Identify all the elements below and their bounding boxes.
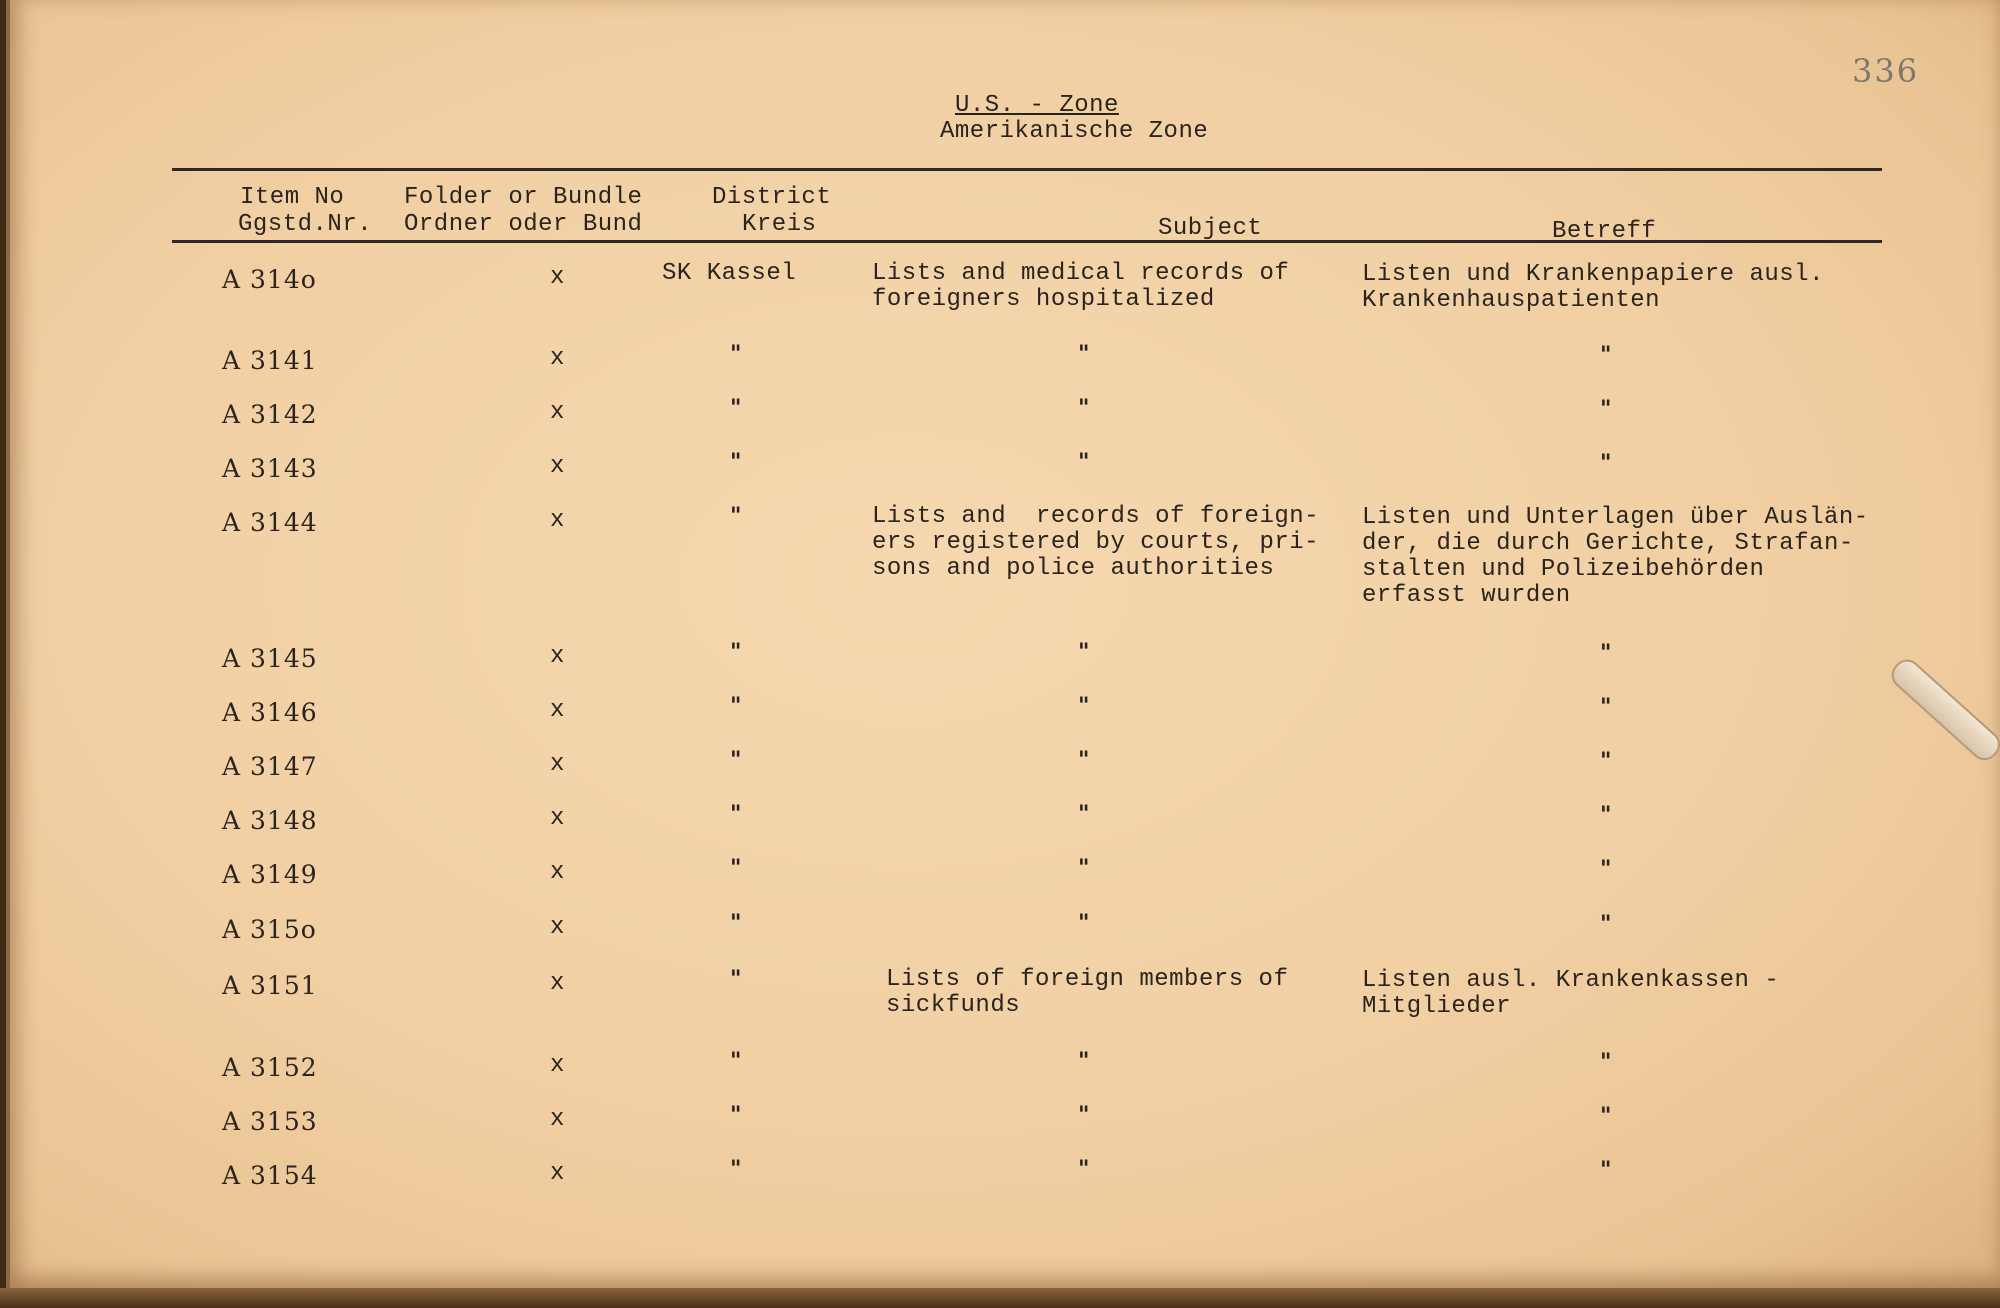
folder-mark: x xyxy=(550,697,565,724)
betreff-ditto: " xyxy=(1600,396,1612,422)
subject-line: Lists and records of foreign- xyxy=(872,503,1320,530)
folder-mark: x xyxy=(550,751,565,778)
header-subject: Subject xyxy=(1158,215,1263,242)
district: " xyxy=(730,395,742,421)
district: " xyxy=(730,341,742,367)
item-number: A 3151 xyxy=(222,971,318,1000)
subject-ditto: " xyxy=(1078,449,1090,475)
header-folder-en: Folder or Bundle xyxy=(404,184,643,211)
betreff-line: Listen ausl. Krankenkassen - xyxy=(1362,967,1780,994)
subject-ditto: " xyxy=(1078,639,1090,665)
betreff-ditto: " xyxy=(1600,748,1612,774)
betreff-line: Listen und Krankenpapiere ausl. xyxy=(1362,261,1824,288)
betreff-ditto: " xyxy=(1600,1103,1612,1129)
district: " xyxy=(730,801,742,827)
subject-line: Lists and medical records of xyxy=(872,260,1290,287)
district: " xyxy=(730,449,742,475)
subject-line: sickfunds xyxy=(886,992,1021,1019)
folder-mark: x xyxy=(550,453,565,480)
header-district-de: Kreis xyxy=(742,211,817,238)
betreff-line: der, die durch Gerichte, Strafan- xyxy=(1362,530,1854,557)
betreff-ditto: " xyxy=(1600,450,1612,476)
item-number: A 3142 xyxy=(222,400,318,429)
betreff-ditto: " xyxy=(1600,856,1612,882)
betreff-line: stalten und Polizeibehörden xyxy=(1362,556,1765,583)
betreff-ditto: " xyxy=(1600,1157,1612,1183)
subject-ditto: " xyxy=(1078,341,1090,367)
subject-ditto: " xyxy=(1078,395,1090,421)
item-number: A 3148 xyxy=(222,806,318,835)
subject-ditto: " xyxy=(1078,855,1090,881)
folder-mark: x xyxy=(550,1052,565,1079)
item-number: A 3144 xyxy=(222,508,318,537)
betreff-line: erfasst wurden xyxy=(1362,582,1571,609)
header-item-en: Item No xyxy=(240,184,345,211)
item-number: A 3153 xyxy=(222,1107,318,1136)
betreff-ditto: " xyxy=(1600,911,1612,937)
district: " xyxy=(730,693,742,719)
subject-ditto: " xyxy=(1078,1048,1090,1074)
header-rule xyxy=(172,240,1882,243)
subject-line: foreigners hospitalized xyxy=(872,286,1215,313)
book-edge xyxy=(0,1288,2000,1308)
zone-title-en: U.S. - Zone xyxy=(955,92,1119,119)
district: " xyxy=(730,503,742,529)
item-number: A 314o xyxy=(222,265,317,294)
betreff-ditto: " xyxy=(1600,640,1612,666)
header-betreff: Betreff xyxy=(1552,218,1657,245)
district: " xyxy=(730,1048,742,1074)
subject-line: Lists of foreign members of xyxy=(886,966,1289,993)
betreff-line: Mitglieder xyxy=(1362,993,1512,1020)
folder-mark: x xyxy=(550,643,565,670)
betreff-ditto: " xyxy=(1600,802,1612,828)
district: " xyxy=(730,747,742,773)
folder-mark: x xyxy=(550,859,565,886)
district: " xyxy=(730,910,742,936)
subject-ditto: " xyxy=(1078,1102,1090,1128)
item-number: A 315o xyxy=(222,915,317,944)
item-number: A 3143 xyxy=(222,454,318,483)
folder-mark: x xyxy=(550,399,565,426)
subject-ditto: " xyxy=(1078,1156,1090,1182)
page-number: 336 xyxy=(1852,52,1920,90)
district: SK Kassel xyxy=(662,260,797,287)
page-tab xyxy=(1886,654,2000,766)
district: " xyxy=(730,1156,742,1182)
top-rule xyxy=(172,168,1882,171)
folder-mark: x xyxy=(550,805,565,832)
folder-mark: x xyxy=(550,914,565,941)
header-item-de: Ggstd.Nr. xyxy=(238,211,373,238)
header-folder-de: Ordner oder Bund xyxy=(404,211,643,238)
subject-line: sons and police authorities xyxy=(872,555,1275,582)
betreff-line: Krankenhauspatienten xyxy=(1362,287,1661,314)
folder-mark: x xyxy=(550,345,565,372)
item-number: A 3149 xyxy=(222,860,318,889)
betreff-ditto: " xyxy=(1600,694,1612,720)
district: " xyxy=(730,966,742,992)
betreff-line: Listen und Unterlagen über Auslän- xyxy=(1362,504,1869,531)
subject-line: ers registered by courts, pri- xyxy=(872,529,1320,556)
folder-mark: x xyxy=(550,970,565,997)
subject-ditto: " xyxy=(1078,747,1090,773)
zone-title-de: Amerikanische Zone xyxy=(940,118,1209,145)
header-district-en: District xyxy=(712,184,832,211)
item-number: A 3141 xyxy=(222,346,318,375)
district: " xyxy=(730,639,742,665)
folder-mark: x xyxy=(550,507,565,534)
folder-mark: x xyxy=(550,1160,565,1187)
betreff-ditto: " xyxy=(1600,342,1612,368)
item-number: A 3146 xyxy=(222,698,318,727)
item-number: A 3145 xyxy=(222,644,318,673)
subject-ditto: " xyxy=(1078,693,1090,719)
subject-ditto: " xyxy=(1078,910,1090,936)
item-number: A 3152 xyxy=(222,1053,318,1082)
subject-ditto: " xyxy=(1078,801,1090,827)
district: " xyxy=(730,855,742,881)
betreff-ditto: " xyxy=(1600,1049,1612,1075)
item-number: A 3147 xyxy=(222,752,318,781)
folder-mark: x xyxy=(550,264,565,291)
folder-mark: x xyxy=(550,1106,565,1133)
district: " xyxy=(730,1102,742,1128)
item-number: A 3154 xyxy=(222,1161,318,1190)
